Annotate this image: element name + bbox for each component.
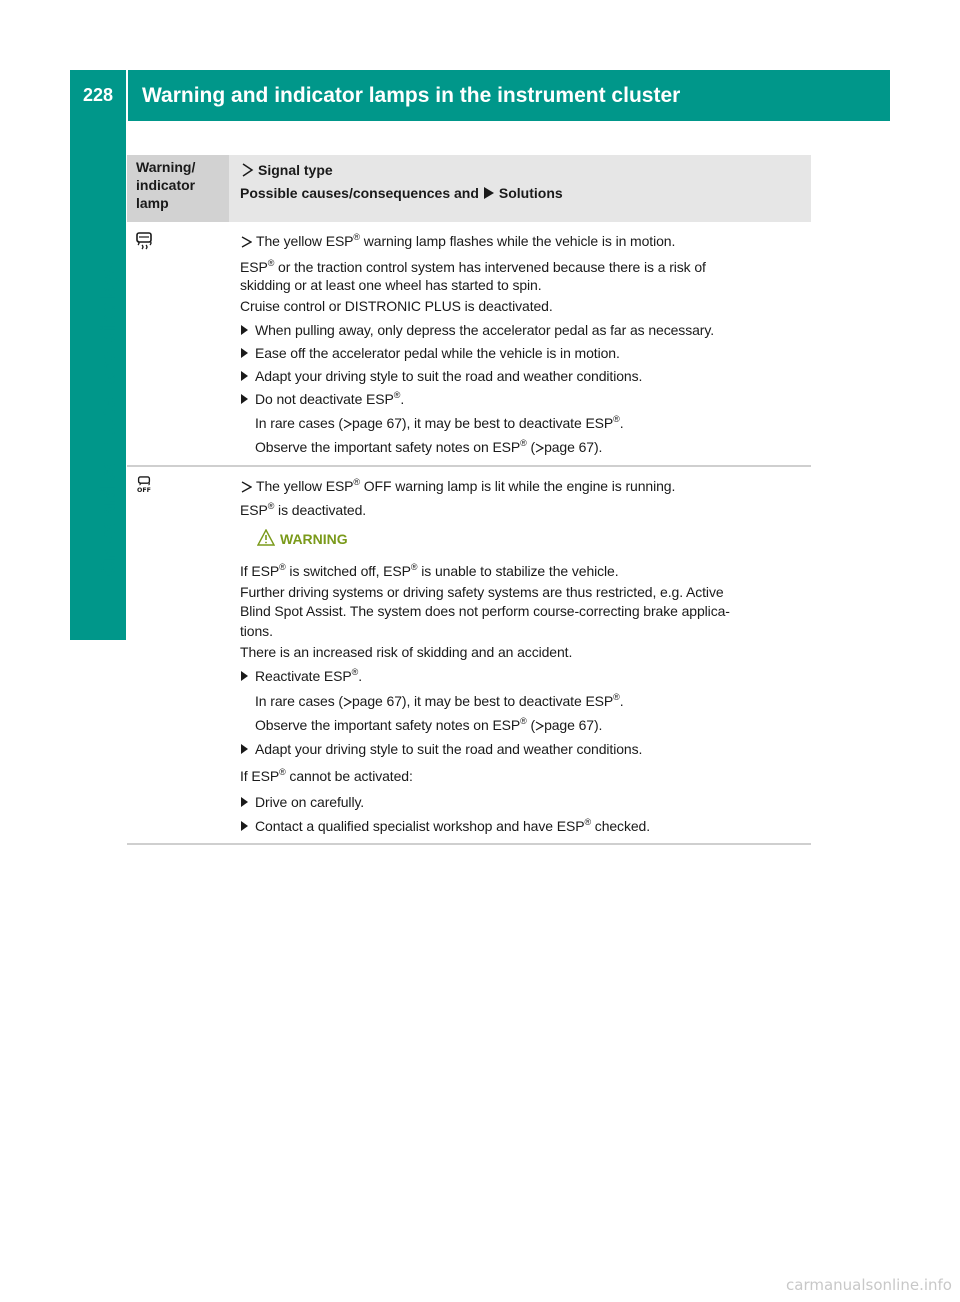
row1-solution-2: Ease off the accelerator pedal while the vehicle is in motion.: [255, 345, 620, 361]
row1-cause-line2: skidding or at least one wheel has started to spin.: [240, 277, 542, 293]
row2-solution-4: Contact a qualified specialist workshop and have ESP® checked.: [255, 817, 651, 834]
solution-bullet: [241, 348, 248, 358]
row1-signal-text: The yellow ESP® warning lamp flashes while the vehicle is in motion.: [256, 232, 676, 249]
page-ref-icon: [535, 443, 544, 453]
row1-solution-4: Do not deactivate ESP®.: [255, 390, 405, 407]
row2-solution-2: Adapt your driving style to suit the road and weather conditions.: [255, 741, 643, 757]
solution-bullet: [241, 394, 248, 404]
row2-cause-line1: ESP® is deactivated.: [240, 501, 367, 518]
row2-rare-cases: In rare cases ( page 67), it may be best to deactivate ESP®.: [255, 692, 624, 709]
chapter-label: On-board computer and displays: [98, 262, 120, 576]
col2-header-line1: [240, 162, 333, 178]
svg-text:OFF: OFF: [137, 487, 151, 494]
solution-bullet: [241, 744, 248, 754]
row1-solution-3: Adapt your driving style to suit the road and weather conditions.: [255, 368, 643, 384]
row2-warn-line2: Further driving systems or driving safety systems are thus restricted, e.g. Active: [240, 584, 724, 600]
esp-skid-icon: [133, 232, 155, 250]
solution-bullet: [241, 821, 248, 831]
row1-cause-line3: Cruise control or DISTRONIC PLUS is deactivated.: [240, 298, 553, 314]
solution-bullet: [241, 797, 248, 807]
causes-label: Possible causes/consequences and: [240, 185, 479, 201]
signal-type-icon: [240, 236, 252, 248]
row2-solution-1: Reactivate ESP®.: [255, 667, 362, 684]
row2-warn-line1: If ESP® is switched off, ESP® is unable to stabilize the vehicle.: [240, 562, 619, 579]
signal-type-icon: [240, 481, 252, 493]
page-ref-icon: [343, 419, 352, 429]
solution-bullet: [241, 325, 248, 335]
row2-warn-line3: Blind Spot Assist. The system does not perform course-correcting brake applica-: [240, 603, 730, 619]
solutions-icon: [483, 187, 495, 199]
page-ref-icon: [535, 721, 544, 731]
watermark: carmanualsonline.info: [786, 1276, 952, 1294]
solution-bullet: [241, 371, 248, 381]
signal-type-label: Signal type: [258, 162, 333, 178]
warning-triangle-icon: [257, 529, 275, 546]
row1-observe: Observe the important safety notes on ESP® ( page 67).: [255, 438, 603, 455]
row2-cannot-activate: If ESP® cannot be activated:: [240, 767, 413, 784]
row2-warn-line4: tions.: [240, 623, 273, 639]
signal-type-icon: [240, 163, 254, 177]
header-divider: [126, 70, 128, 121]
col1-header-text: Warning/ indicator lamp: [136, 159, 196, 211]
solution-bullet: [241, 671, 248, 681]
esp-off-icon: [133, 476, 155, 494]
solutions-label: Solutions: [498, 185, 563, 201]
row-divider: [127, 465, 811, 467]
row1-signal-rest: warning lamp flashes while the vehicle is in motion.: [359, 233, 676, 249]
row1-cause-line1: ESP® or the traction control system has intervened because there is a risk of: [240, 258, 706, 275]
row2-observe: Observe the important safety notes on ESP® ( page 67).: [255, 716, 603, 733]
row1-solution-1: When pulling away, only depress the accelerator pedal as far as necessary.: [255, 322, 714, 338]
row2-warn-line5: There is an increased risk of skidding and an accident.: [240, 644, 573, 660]
page-title: Warning and indicator lamps in the instrument cluster: [142, 83, 681, 107]
col2-header-line2: [240, 185, 563, 201]
row-divider: [127, 843, 811, 845]
row1-rare-cases: In rare cases ( page 67), it may be best to deactivate ESP®.: [255, 414, 624, 431]
row2-signal-text: The yellow ESP® OFF warning lamp is lit while the engine is running.: [256, 477, 676, 494]
page-ref-icon: [343, 697, 352, 707]
row2-solution-3: Drive on carefully.: [255, 794, 365, 810]
page-number: 228: [82, 85, 114, 105]
warning-title: WARNING: [280, 531, 348, 547]
